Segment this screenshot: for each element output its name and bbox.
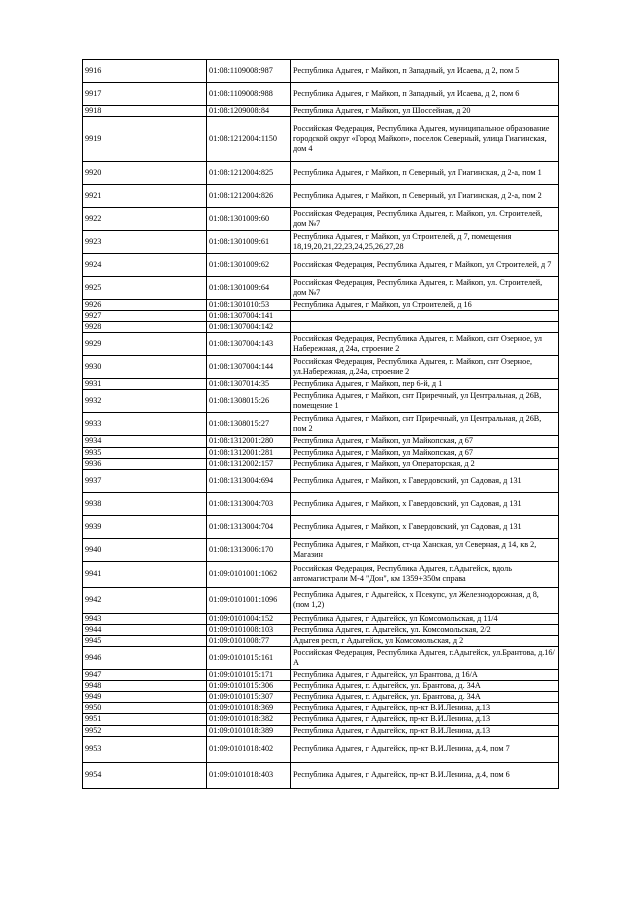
- address-cell: Республика Адыгея, г Адыгейск, пр-кт В.И.Ленина, д.13: [291, 714, 559, 725]
- table-row: [83, 162, 559, 185]
- row-number-cell: 9916: [83, 60, 207, 83]
- cadastral-number-cell: 01:09:0101001:1096: [207, 587, 291, 613]
- cadastral-number-cell: 01:08:1308015:27: [207, 413, 291, 436]
- cadastral-number-cell: 01:08:1301009:61: [207, 231, 291, 254]
- address-cell: Российская Федерация, Республика Адыгея, г Майкоп, ул Строителей, д 7: [291, 254, 559, 277]
- cadastral-number-cell: 01:08:1308015:26: [207, 390, 291, 413]
- row-number-cell: 9945: [83, 635, 207, 646]
- registry-table-body: [83, 60, 559, 789]
- cadastral-number-cell: 01:09:0101018:403: [207, 762, 291, 788]
- cadastral-number-cell: 01:08:1212004:826: [207, 185, 291, 208]
- row-number-cell: 9951: [83, 714, 207, 725]
- table-row: [83, 300, 559, 311]
- row-number-cell: 9933: [83, 413, 207, 436]
- cadastral-number-cell: 01:09:0101018:382: [207, 714, 291, 725]
- address-cell: Российская Федерация, Республика Адыгея, муниципальное образование городской округ «Город Майкоп», поселок Северный, улица Гиагинская, дом 4: [291, 117, 559, 162]
- cadastral-number-cell: 01:09:0101015:306: [207, 681, 291, 692]
- row-number-cell: 9934: [83, 436, 207, 447]
- property-registry-table: [82, 59, 559, 789]
- table-row: [83, 83, 559, 106]
- row-number-cell: 9927: [83, 311, 207, 322]
- cadastral-number-cell: 01:09:0101015:307: [207, 692, 291, 703]
- table-row: [83, 231, 559, 254]
- table-row: [83, 356, 559, 379]
- cadastral-number-cell: 01:08:1313004:694: [207, 469, 291, 492]
- row-number-cell: 9948: [83, 681, 207, 692]
- address-cell: [291, 311, 559, 322]
- address-cell: Российская Федерация, Республика Адыгея, г. Майкоп, ул. Строителей, дом №7: [291, 277, 559, 300]
- address-cell: Республика Адыгея, г Майкоп, п Западный, ул Исаева, д 2, пом 6: [291, 83, 559, 106]
- row-number-cell: 9946: [83, 647, 207, 670]
- row-number-cell: 9943: [83, 613, 207, 624]
- address-cell: Республика Адыгея, г Майкоп, п Западный, ул Исаева, д 2, пом 5: [291, 60, 559, 83]
- table-row: [83, 635, 559, 646]
- cadastral-number-cell: 01:09:0101008:103: [207, 624, 291, 635]
- table-row: [83, 413, 559, 436]
- address-cell: Адыгея респ, г Адыгейск, ул Комсомольская, д 2: [291, 635, 559, 646]
- table-row: [83, 390, 559, 413]
- table-row: [83, 670, 559, 681]
- row-number-cell: 9944: [83, 624, 207, 635]
- row-number-cell: 9920: [83, 162, 207, 185]
- address-cell: Республика Адыгея, г Адыгейск, пр-кт В.И.Ленина, д.4, пом 7: [291, 736, 559, 762]
- table-row: [83, 117, 559, 162]
- address-cell: Республика Адыгея, г Майкоп, снт Приречный, ул Центральная, д 26В, помещение 1: [291, 390, 559, 413]
- row-number-cell: 9953: [83, 736, 207, 762]
- cadastral-number-cell: 01:08:1312001:281: [207, 447, 291, 458]
- cadastral-number-cell: 01:08:1312001:280: [207, 436, 291, 447]
- address-cell: Республика Адыгея, г Майкоп, х Гавердовский, ул Садовая, д 131: [291, 515, 559, 538]
- row-number-cell: 9942: [83, 587, 207, 613]
- address-cell: Республика Адыгея, г Майкоп, п Северный, ул Гиагинская, д 2-а, пом 1: [291, 162, 559, 185]
- table-row: [83, 208, 559, 231]
- address-cell: Республика Адыгея, г Майкоп, п Северный, ул Гиагинская, д 2-а, пом 2: [291, 185, 559, 208]
- row-number-cell: 9947: [83, 670, 207, 681]
- table-row: [83, 277, 559, 300]
- row-number-cell: 9939: [83, 515, 207, 538]
- address-cell: Республика Адыгея, г Майкоп, пер 6-й, д 1: [291, 379, 559, 390]
- cadastral-number-cell: 01:09:0101018:389: [207, 725, 291, 736]
- cadastral-number-cell: 01:08:1109008:987: [207, 60, 291, 83]
- table-row: [83, 692, 559, 703]
- table-row: [83, 60, 559, 83]
- table-row: [83, 624, 559, 635]
- address-cell: Республика Адыгея, г Майкоп, х Гавердовский, ул Садовая, д 131: [291, 492, 559, 515]
- row-number-cell: 9935: [83, 447, 207, 458]
- address-cell: Республика Адыгея, г Майкоп, ст-ца Ханская, ул Северная, д 14, кв 2, Магазин: [291, 538, 559, 561]
- row-number-cell: 9937: [83, 469, 207, 492]
- cadastral-number-cell: 01:08:1307014:35: [207, 379, 291, 390]
- address-cell: Российская Федерация, Республика Адыгея, г.Адыгейск, ул.Брантова, д.16/А: [291, 647, 559, 670]
- address-cell: Республика Адыгея, г Адыгейск, ул Комсомольская, д 11/4: [291, 613, 559, 624]
- address-cell: Российская Федерация, Республика Адыгея, г. Майкоп, снт Озерное, ул.Набережная, д.24а, строение 2: [291, 356, 559, 379]
- cadastral-number-cell: 01:08:1212004:1150: [207, 117, 291, 162]
- cadastral-number-cell: 01:09:0101018:402: [207, 736, 291, 762]
- cadastral-number-cell: 01:09:0101001:1062: [207, 561, 291, 587]
- cadastral-number-cell: 01:08:1301009:62: [207, 254, 291, 277]
- cadastral-number-cell: 01:08:1307004:144: [207, 356, 291, 379]
- table-row: [83, 613, 559, 624]
- address-cell: Республика Адыгея, г Майкоп, ул Операторская, д 2: [291, 458, 559, 469]
- cadastral-number-cell: 01:08:1212004:825: [207, 162, 291, 185]
- address-cell: Республика Адыгея, г. Адыгейск, ул. Брантова, д. 34А: [291, 692, 559, 703]
- row-number-cell: 9950: [83, 703, 207, 714]
- table-row: [83, 587, 559, 613]
- table-row: [83, 736, 559, 762]
- address-cell: Республика Адыгея, г Майкоп, ул Майкопская, д 67: [291, 447, 559, 458]
- cadastral-number-cell: 01:08:1301009:64: [207, 277, 291, 300]
- address-cell: Республика Адыгея, г. Адыгейск, ул. Комсомольская, 2/2: [291, 624, 559, 635]
- row-number-cell: 9936: [83, 458, 207, 469]
- row-number-cell: 9921: [83, 185, 207, 208]
- table-row: [83, 185, 559, 208]
- address-cell: [291, 322, 559, 333]
- row-number-cell: 9949: [83, 692, 207, 703]
- table-row: [83, 333, 559, 356]
- table-row: [83, 311, 559, 322]
- address-cell: Республика Адыгея, г Майкоп, х Гавердовский, ул Садовая, д 131: [291, 469, 559, 492]
- address-cell: Республика Адыгея, г Майкоп, ул Майкопская, д 67: [291, 436, 559, 447]
- cadastral-number-cell: 01:09:0101015:161: [207, 647, 291, 670]
- row-number-cell: 9918: [83, 106, 207, 117]
- row-number-cell: 9923: [83, 231, 207, 254]
- row-number-cell: 9925: [83, 277, 207, 300]
- row-number-cell: 9924: [83, 254, 207, 277]
- table-row: [83, 469, 559, 492]
- table-row: [83, 254, 559, 277]
- address-cell: Российская Федерация, Республика Адыгея, г. Майкоп, снт Озерное, ул Набережная, д 24а, строение 2: [291, 333, 559, 356]
- cadastral-number-cell: 01:09:0101015:171: [207, 670, 291, 681]
- cadastral-number-cell: 01:09:0101008:77: [207, 635, 291, 646]
- row-number-cell: 9940: [83, 538, 207, 561]
- row-number-cell: 9928: [83, 322, 207, 333]
- table-row: [83, 561, 559, 587]
- document-page: [82, 59, 558, 789]
- address-cell: Республика Адыгея, г Адыгейск, пр-кт В.И.Ленина, д.13: [291, 703, 559, 714]
- cadastral-number-cell: 01:08:1313004:703: [207, 492, 291, 515]
- table-row: [83, 647, 559, 670]
- address-cell: Республика Адыгея, г Майкоп, снт Приречный, ул Центральная, д 26В, пом 2: [291, 413, 559, 436]
- row-number-cell: 9926: [83, 300, 207, 311]
- row-number-cell: 9930: [83, 356, 207, 379]
- cadastral-number-cell: 01:08:1307004:143: [207, 333, 291, 356]
- table-row: [83, 703, 559, 714]
- cadastral-number-cell: 01:08:1313006:170: [207, 538, 291, 561]
- table-row: [83, 379, 559, 390]
- cadastral-number-cell: 01:08:1312002:157: [207, 458, 291, 469]
- table-row: [83, 106, 559, 117]
- row-number-cell: 9922: [83, 208, 207, 231]
- row-number-cell: 9954: [83, 762, 207, 788]
- cadastral-number-cell: 01:08:1307004:142: [207, 322, 291, 333]
- cadastral-number-cell: 01:08:1313004:704: [207, 515, 291, 538]
- cadastral-number-cell: 01:08:1301009:60: [207, 208, 291, 231]
- table-row: [83, 725, 559, 736]
- address-cell: Республика Адыгея, г Майкоп, ул Строителей, д 7, помещения 18,19,20,21,22,23,24,25,26,27,28: [291, 231, 559, 254]
- row-number-cell: 9952: [83, 725, 207, 736]
- row-number-cell: 9932: [83, 390, 207, 413]
- row-number-cell: 9941: [83, 561, 207, 587]
- row-number-cell: 9917: [83, 83, 207, 106]
- address-cell: Республика Адыгея, г Майкоп, ул Строителей, д 16: [291, 300, 559, 311]
- cadastral-number-cell: 01:08:1109008:988: [207, 83, 291, 106]
- address-cell: Республика Адыгея, г. Адыгейск, ул. Брантова, д. 34А: [291, 681, 559, 692]
- cadastral-number-cell: 01:08:1209008:84: [207, 106, 291, 117]
- cadastral-number-cell: 01:08:1301010:53: [207, 300, 291, 311]
- row-number-cell: 9938: [83, 492, 207, 515]
- address-cell: Республика Адыгея, г Адыгейск, ул Брантова, д 16/А: [291, 670, 559, 681]
- cadastral-number-cell: 01:09:0101004:152: [207, 613, 291, 624]
- address-cell: Республика Адыгея, г Адыгейск, х Псекупс, ул Железнодорожная, д 8, (пом 1,2): [291, 587, 559, 613]
- table-row: [83, 322, 559, 333]
- table-row: [83, 538, 559, 561]
- cadastral-number-cell: 01:09:0101018:369: [207, 703, 291, 714]
- table-row: [83, 458, 559, 469]
- address-cell: Республика Адыгея, г Майкоп, ул Шоссейная, д 20: [291, 106, 559, 117]
- table-row: [83, 681, 559, 692]
- address-cell: Российская Федерация, Республика Адыгея, г.Адыгейск, вдоль автомагистрали М-4 "Дон", км 1359+350м справа: [291, 561, 559, 587]
- table-row: [83, 436, 559, 447]
- table-row: [83, 492, 559, 515]
- row-number-cell: 9931: [83, 379, 207, 390]
- row-number-cell: 9929: [83, 333, 207, 356]
- table-row: [83, 762, 559, 788]
- address-cell: Республика Адыгея, г Адыгейск, пр-кт В.И.Ленина, д.13: [291, 725, 559, 736]
- address-cell: Республика Адыгея, г Адыгейск, пр-кт В.И.Ленина, д.4, пом 6: [291, 762, 559, 788]
- cadastral-number-cell: 01:08:1307004:141: [207, 311, 291, 322]
- address-cell: Российская Федерация, Республика Адыгея, г. Майкоп, ул. Строителей, дом №7: [291, 208, 559, 231]
- table-row: [83, 714, 559, 725]
- table-row: [83, 447, 559, 458]
- row-number-cell: 9919: [83, 117, 207, 162]
- table-row: [83, 515, 559, 538]
